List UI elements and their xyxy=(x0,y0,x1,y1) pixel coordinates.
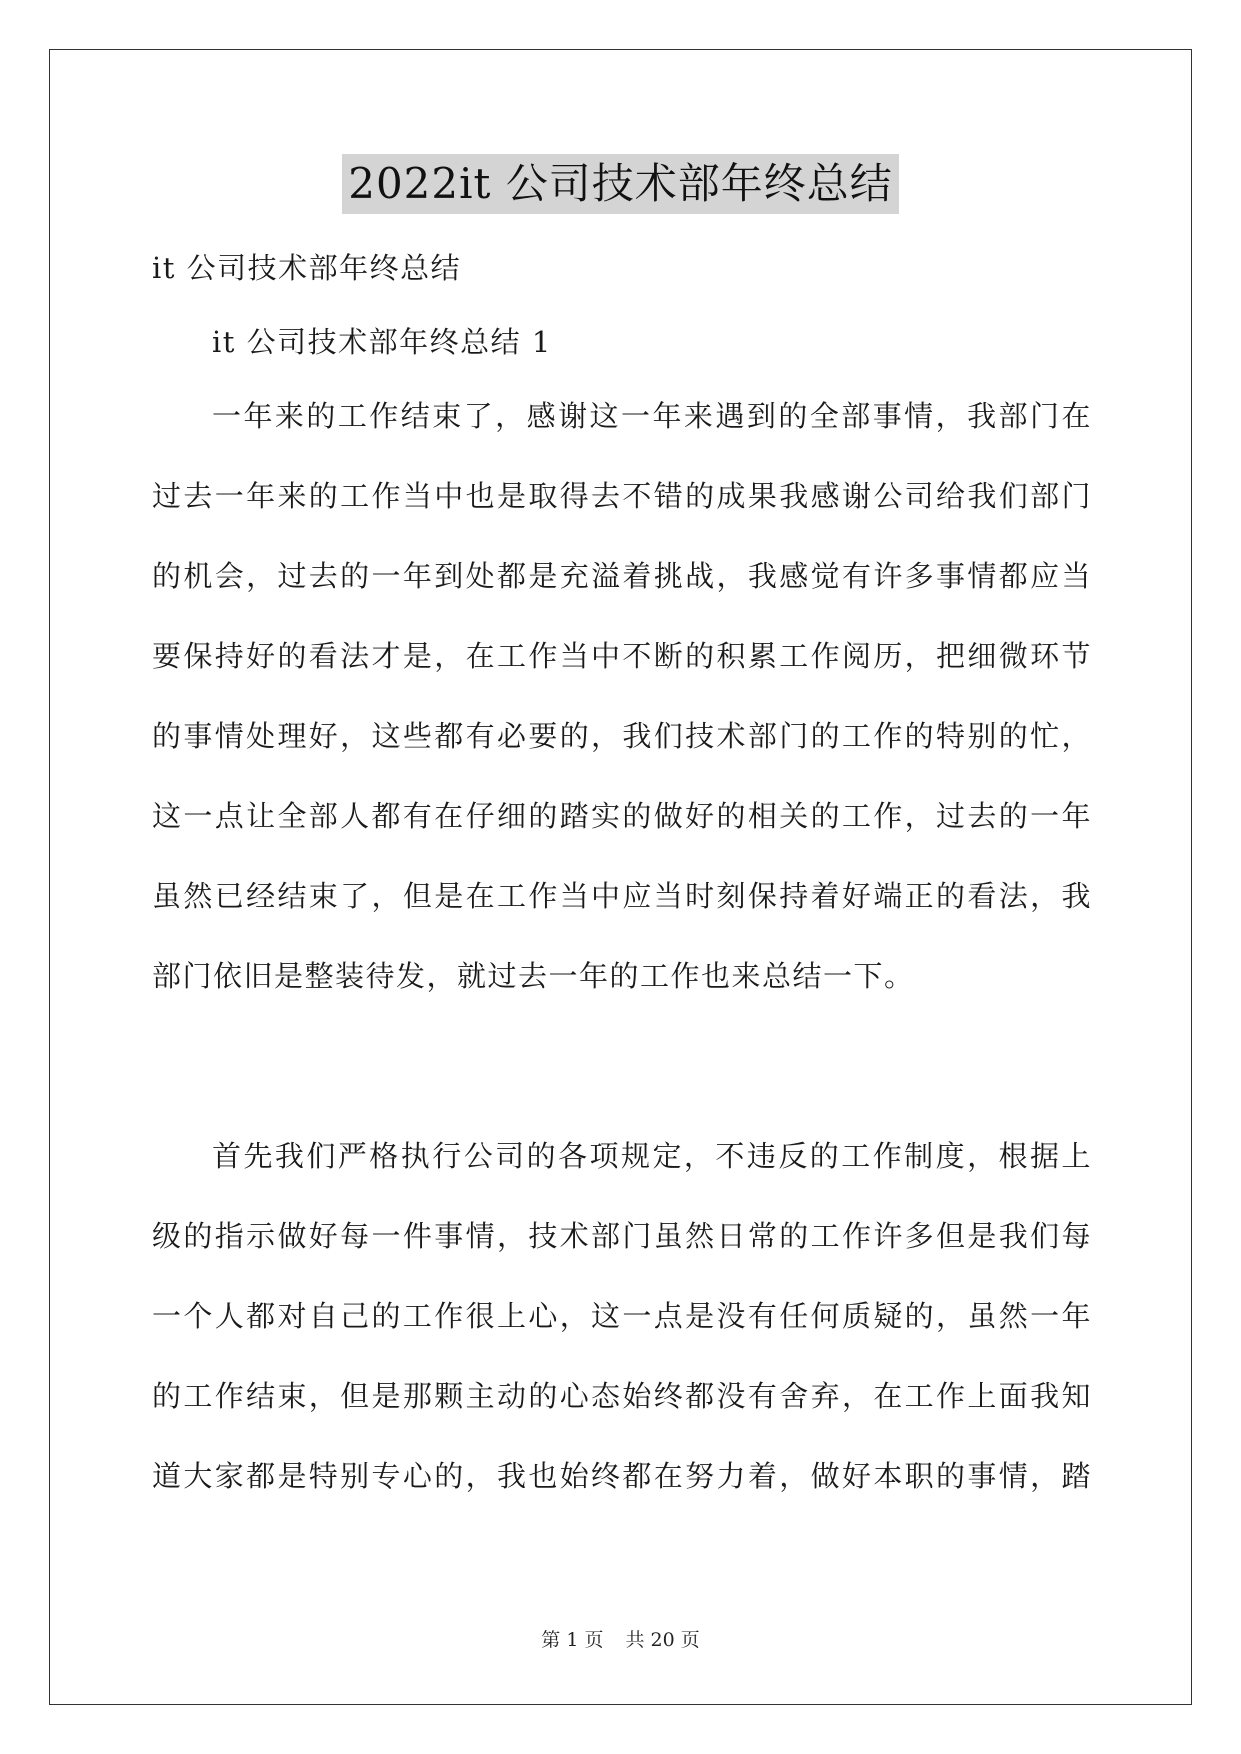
page-total: 共 20 页 xyxy=(625,1629,700,1651)
paragraph-line: 的事情处理好，这些都有必要的，我们技术部门的工作的特别的忙， xyxy=(152,719,1092,753)
title-container xyxy=(0,154,1241,214)
paragraph-line: 的工作结束，但是那颗主动的心态始终都没有舍弃，在工作上面我知 xyxy=(152,1379,1092,1413)
page-number: 第 1 页 xyxy=(541,1629,604,1651)
document-title: 2022it 公司技术部年终总结 xyxy=(342,154,899,214)
paragraph-line: 一个人都对自己的工作很上心，这一点是没有任何质疑的，虽然一年 xyxy=(152,1299,1092,1333)
paragraph-line: 首先我们严格执行公司的各项规定，不违反的工作制度，根据上 xyxy=(212,1139,1092,1173)
paragraph-line: 一年来的工作结束了，感谢这一年来遇到的全部事情，我部门在 xyxy=(212,399,1092,433)
paragraph-1 xyxy=(152,396,1092,996)
paragraph-line: 的机会，过去的一年到处都是充溢着挑战，我感觉有许多事情都应当 xyxy=(152,559,1092,593)
paragraph-line: 级的指示做好每一件事情，技术部门虽然日常的工作许多但是我们每 xyxy=(152,1219,1092,1253)
paragraph-line: 过去一年来的工作当中也是取得去不错的成果我感谢公司给我们部门 xyxy=(152,479,1092,513)
paragraph-line: 这一点让全部人都有在仔细的踏实的做好的相关的工作，过去的一年 xyxy=(152,799,1092,833)
document-body xyxy=(152,248,1092,1496)
paragraph-2 xyxy=(152,1136,1092,1496)
paragraph-line: 虽然已经结束了，但是在工作当中应当时刻保持着好端正的看法，我 xyxy=(152,879,1092,913)
section-heading: it 公司技术部年终总结 1 xyxy=(212,325,552,359)
page-footer xyxy=(0,1628,1241,1652)
paragraph-line: 部门依旧是整装待发，就过去一年的工作也来总结一下。 xyxy=(152,959,915,993)
paragraph-line: 道大家都是特别专心的，我也始终都在努力着，做好本职的事情，踏 xyxy=(152,1459,1092,1493)
paragraph-line: 要保持好的看法才是，在工作当中不断的积累工作阅历，把细微环节 xyxy=(152,639,1092,673)
document-subtitle: it 公司技术部年终总结 xyxy=(152,251,462,285)
